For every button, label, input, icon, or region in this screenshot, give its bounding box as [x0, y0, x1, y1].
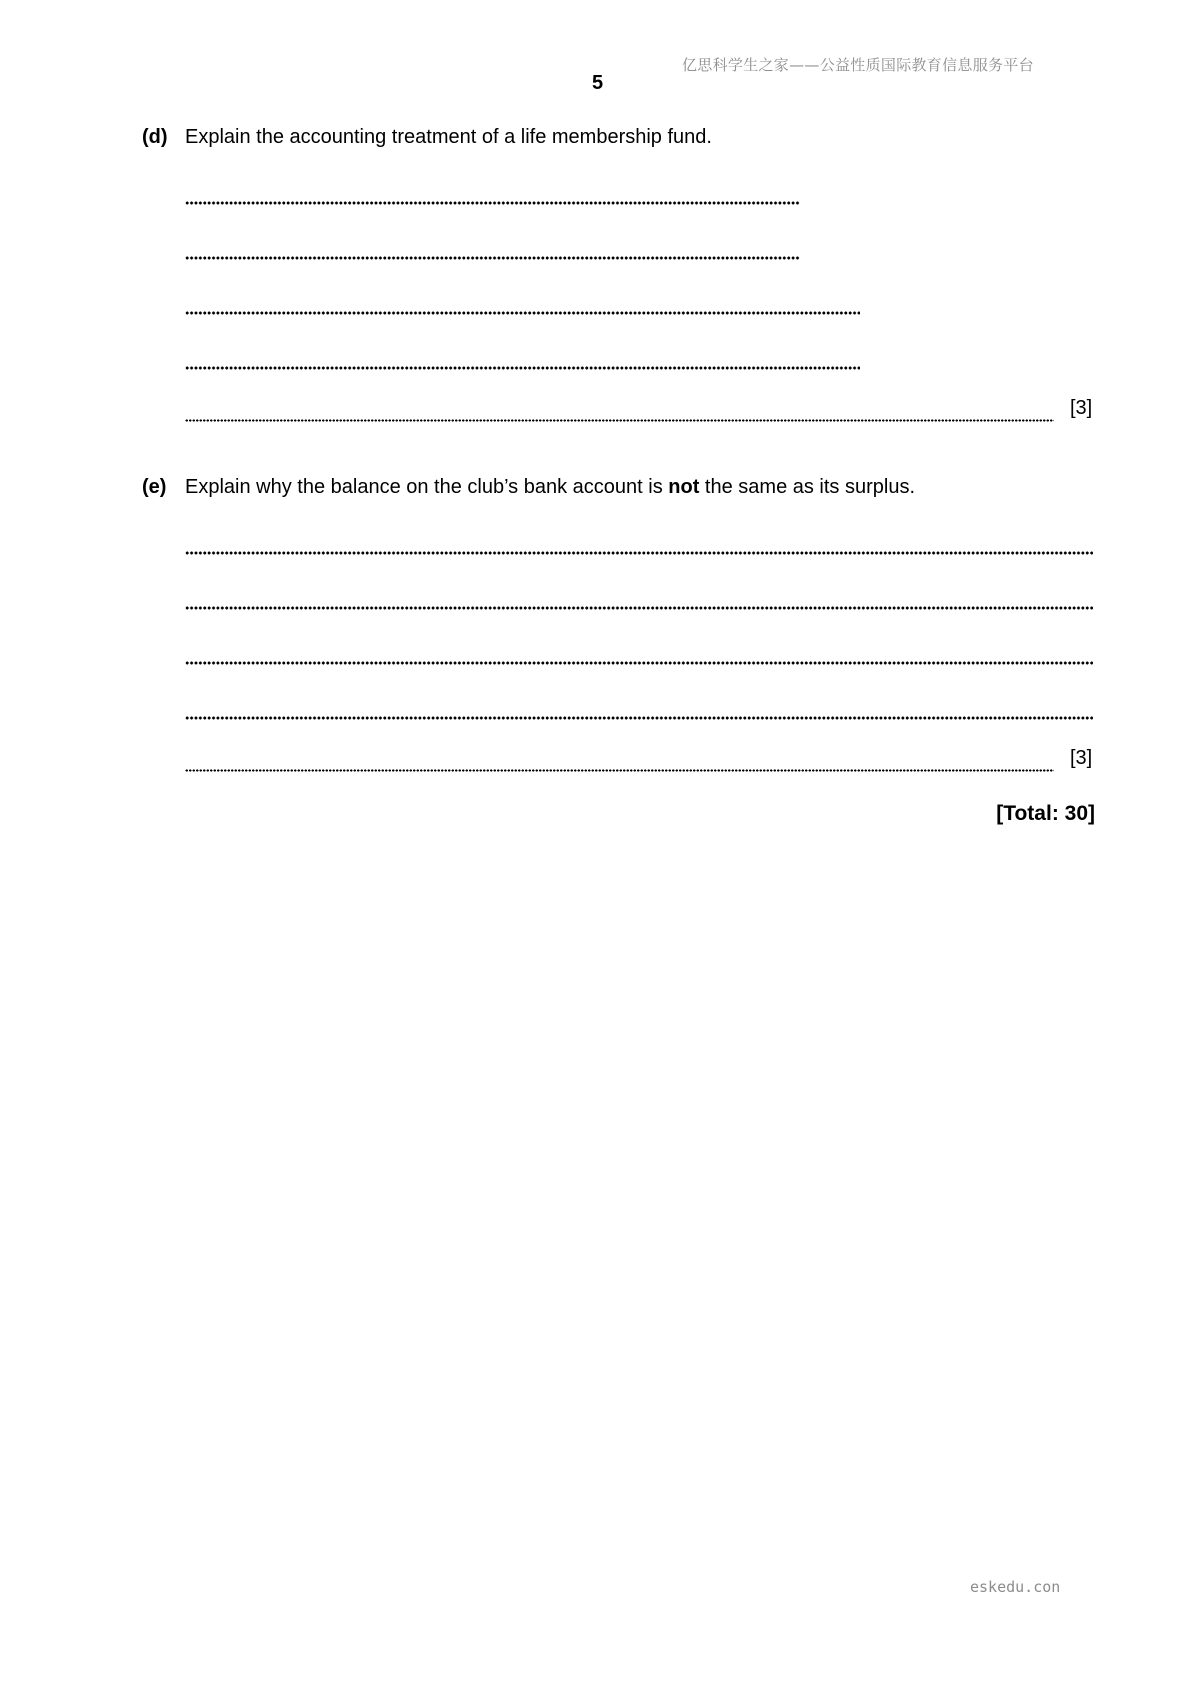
question-e-text-bold: not: [668, 476, 700, 498]
answer-line-d-5[interactable]: [185, 419, 1054, 422]
answer-line-e-1[interactable]: [185, 551, 1093, 555]
question-e-label: (e): [142, 476, 167, 498]
answer-line-d-3[interactable]: [185, 311, 860, 315]
question-e-text-after: the same as its surplus.: [699, 476, 916, 498]
question-e-text-before: Explain why the balance on the club’s bank account is: [185, 476, 669, 498]
question-d-marks: [3]: [1070, 397, 1093, 419]
question-e-text: [185, 476, 915, 499]
page-number: 5: [591, 72, 604, 94]
answer-line-d-1[interactable]: [185, 201, 800, 205]
answer-line-e-4[interactable]: [185, 716, 1093, 720]
header-watermark: 亿思科学生之家——公益性质国际教育信息服务平台: [682, 56, 1034, 74]
footer-watermark: eskedu.con: [970, 1578, 1061, 1596]
answer-line-d-4[interactable]: [185, 366, 860, 370]
question-e-marks: [3]: [1070, 747, 1093, 769]
question-d-label: (d): [142, 126, 168, 148]
answer-line-e-2[interactable]: [185, 606, 1093, 610]
answer-line-e-5[interactable]: [185, 769, 1054, 772]
question-d-text: Explain the accounting treatment of a life membership fund.: [185, 126, 712, 148]
total-marks: [Total: 30]: [996, 802, 1095, 825]
answer-line-e-3[interactable]: [185, 661, 1093, 665]
answer-line-d-2[interactable]: [185, 256, 800, 260]
